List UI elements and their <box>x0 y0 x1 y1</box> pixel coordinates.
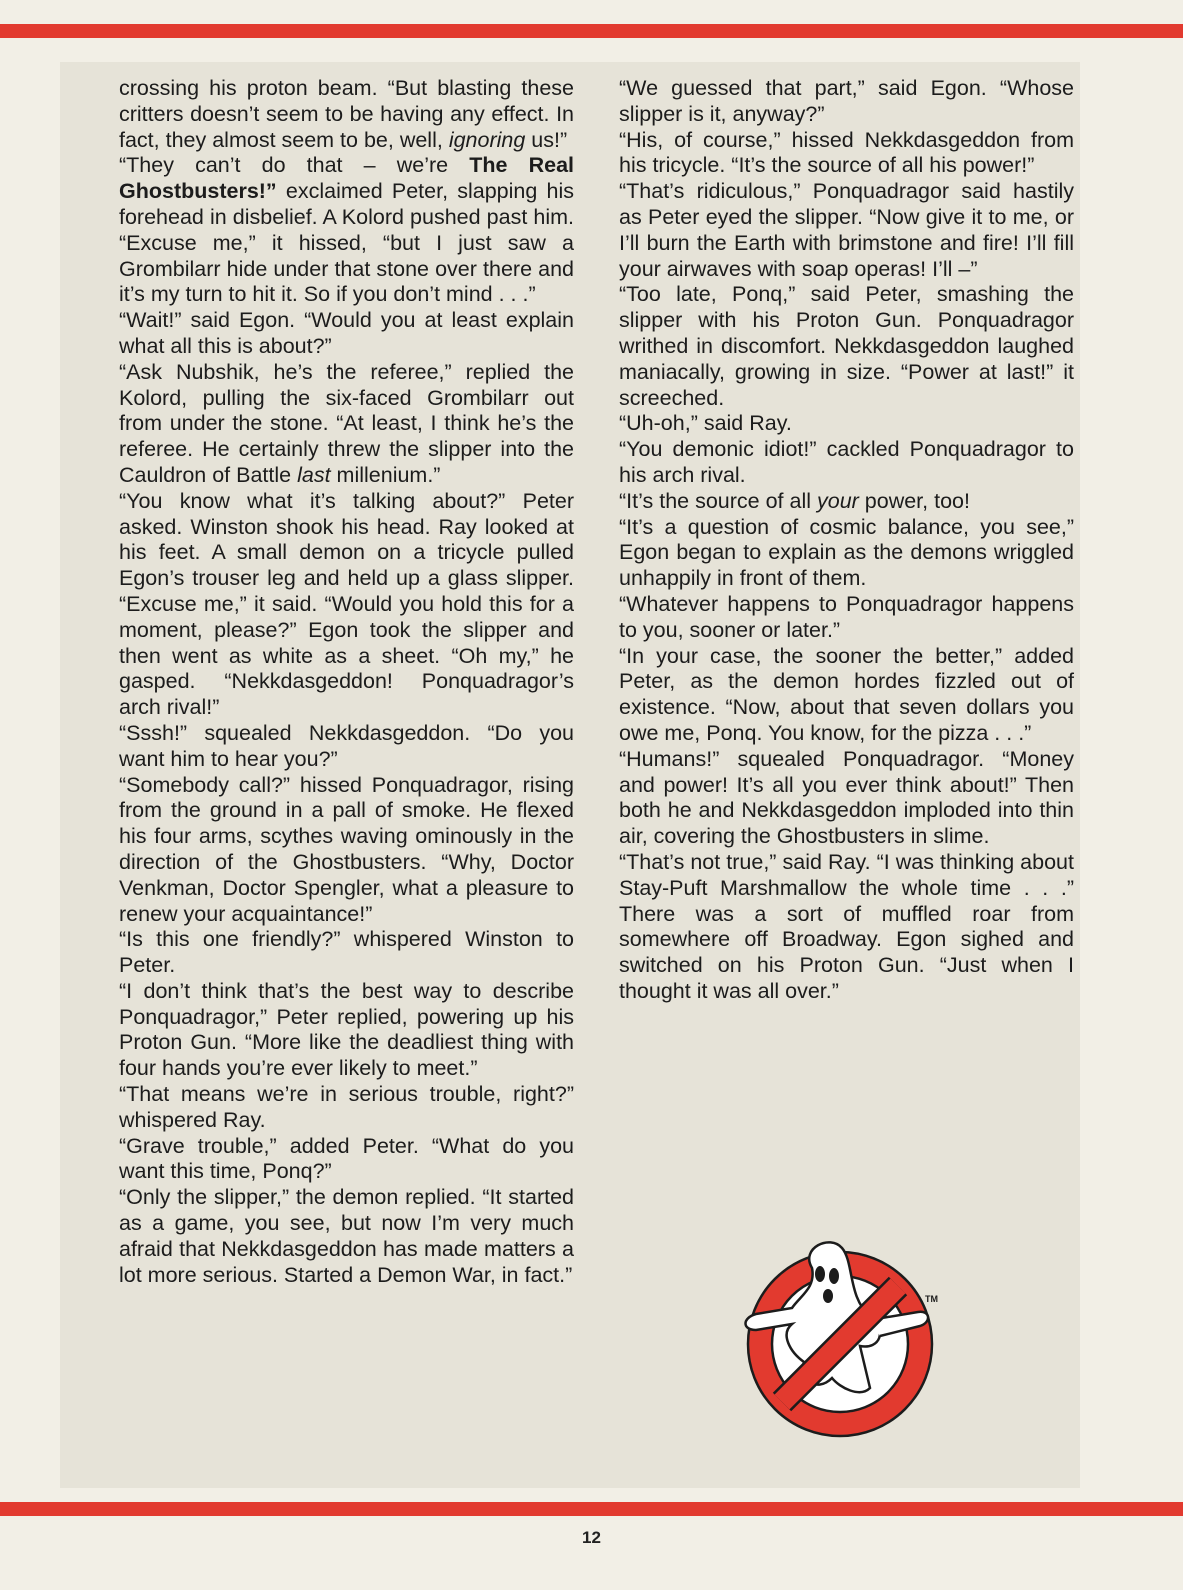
paragraph: “Ask Nubshik, he’s the referee,” replied the Kolord, pulling the six-faced Grombilarr out from under the stone. “At least, I think he’s the referee. He certainly threw the slipper into the Cauldron of Battle last millenium.” <box>119 359 574 487</box>
paragraph: “Grave trouble,” added Peter. “What do you want this time, Ponq?” <box>119 1133 574 1184</box>
paragraph: “Uh-oh,” said Ray. <box>619 411 792 436</box>
paragraph: “That’s ridiculous,” Ponquadragor said hastily as Peter eyed the slipper. “Now give it to me, or I’ll burn the Earth with brimstone and fire! I’ll fill your airwaves with soap operas! I’ll –” <box>619 179 1074 281</box>
right-text-column <box>619 76 1074 1005</box>
paragraph: “Wait!” said Egon. “Would you at least explain what all this is about?” <box>119 308 574 358</box>
paragraph: “Somebody call?” hissed Ponquadragor, rising from the ground in a pall of smoke. He flexed his four arms, scythes waving ominously in the direction of the Ghostbusters. “Why, Doctor Venkman, Doctor Spengler, what a pleasure to renew your acquaintance!” <box>119 772 574 926</box>
trademark-label: TM <box>925 1294 938 1304</box>
page-number: 12 <box>582 1528 601 1547</box>
paragraph: “That means we’re in serious trouble, right?” whispered Ray. <box>119 1082 574 1132</box>
bottom-red-stripe <box>0 1502 1183 1516</box>
paragraph: “It’s a question of cosmic balance, you see,” Egon began to explain as the demons wriggled unhappily in front of them. <box>619 514 1074 591</box>
top-red-stripe <box>0 24 1183 38</box>
paragraph: “You demonic idiot!” cackled Ponquadragor to his arch rival. <box>619 437 1074 487</box>
paragraph: “Sssh!” squealed Nekkdasgeddon. “Do you want him to hear you?” <box>119 720 574 771</box>
paragraph: “Humans!” squealed Ponquadragor. “Money and power! It’s all you ever think about!” Then both he and Nekkdasgeddon imploded into thin air, covering the Ghostbusters in slime. <box>619 746 1074 849</box>
paragraph: “You know what it’s talking about?” Peter asked. Winston shook his head. Ray looked at his feet. A small demon on a tricycle pulled Egon’s trouser leg and held up a glass slipper. “Excuse me,” it said. “Would you hold this for a moment, please?” Egon took the slipper and then went as white as a sheet. “Oh my,” he gasped. “Nekkdasgeddon! Ponquadragor’s arch rival!” <box>119 488 574 720</box>
paragraph: “We guessed that part,” said Egon. “Whose slipper is it, anyway?” <box>619 76 1074 126</box>
paragraph: “They can’t do that – we’re The Real Ghostbusters!” exclaimed Peter, slapping his forehead in disbelief. A Kolord pushed past him. “Excuse me,” it hissed, “but I just saw a Grombilarr hide under that stone over there and it’s my turn to hit it. So if you don’t mind . . .” <box>119 153 574 307</box>
paragraph: crossing his proton beam. “But blasting these critters doesn’t seem to be having any effect. In fact, they almost seem to be, well, ignoring us!” <box>119 76 574 152</box>
paragraph: “Is this one friendly?” whispered Winston to Peter. <box>119 927 574 978</box>
paragraph: “In your case, the sooner the better,” added Peter, as the demon hordes fizzled out of existence. “Now, about that seven dollars you owe me, Ponq. You know, for the pizza . . .” <box>619 643 1074 745</box>
paragraph: “His, of course,” hissed Nekkdasgeddon from his tricycle. “It’s the source of all his power!” <box>619 127 1074 178</box>
paragraph: “Whatever happens to Ponquadragor happens to you, sooner or later.” <box>619 591 1074 642</box>
ghostbusters-logo-icon <box>720 1238 960 1438</box>
paragraph: “Only the slipper,” the demon replied. “It started as a game, you see, but now I’m very much afraid that Nekkdasgeddon has made matters a lot more serious. Started a Demon War, in fact.” <box>119 1185 574 1287</box>
paragraph: “I don’t think that’s the best way to describe Ponquadragor,” Peter replied, powering up his Proton Gun. “More like the deadliest thing with four hands you’re ever likely to meet.” <box>119 978 574 1081</box>
left-text-column <box>119 76 574 1288</box>
paragraph: “It’s the source of all your power, too! <box>619 488 970 513</box>
paragraph: “Too late, Ponq,” said Peter, smashing the slipper with his Proton Gun. Ponquadragor writhed in discomfort. Nekkdasgeddon laughed maniacally, growing in size. “Power at last!” it screeched. <box>619 282 1074 410</box>
paragraph: “That’s not true,” said Ray. “I was thinking about Stay-Puft Marshmallow the whole time . . .” There was a sort of muffled roar from somewhere off Broadway. Egon sighed and switched on his Proton Gun. “Just when I thought it was all over.” <box>619 849 1074 1003</box>
